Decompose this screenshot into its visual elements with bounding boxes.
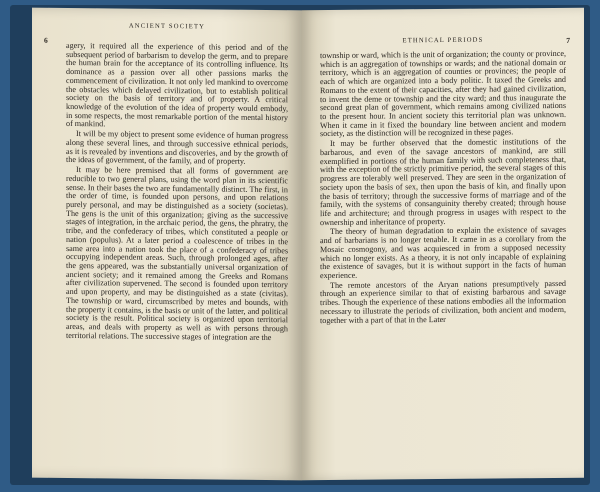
right-page <box>302 8 584 480</box>
paragraph: agery, it required all the experience of this period and of the subsequent period of barbarism to develop the germ, and to prepare the human brain for the acceptance of its controlling influence. Its dominance as a passion over all other passions marks the commencement of civilization. It not only led mankind to overcome the obstacles which delayed civilization, but to establish political society on the basis of territory and of property. A critical knowledge of the evolution of the idea of property would embody, in some respects, the most remarkable portion of the mental history of mankind. <box>66 40 288 129</box>
left-running-head: ANCIENT SOCIETY <box>128 22 206 31</box>
paragraph: township or ward, which is the unit of organization; the county or province, which is an aggregation of townships or wards; and the national domain or territory, which is an aggregation of counties or provinces; the people of each of which are organized into a body politic. It taxed the Greeks and Romans to the extent of their capacities, after they had gained civilization, to invent the deme or township and the city ward; and thus inaugurate the second great plan of government, which remains among civilized nations to the present hour. In ancient society this territorial plan was unknown. When it came in it fixed the boundary line between ancient and modern society, as the distinction will be recognized in these pages. <box>320 48 566 139</box>
left-page-number: 6 <box>44 35 48 45</box>
paragraph: The theory of human degradation to explain the existence of savages and of barbarians is no longer tenable. It came in as a corollary from the Mosaic cosmogony, and was acquiesced in from a supposed necessity which no longer exists. As a theory, it is not only incapable of explaining the existence of savages, but it is without support in the facts of human experience. <box>320 225 566 281</box>
open-book <box>10 5 590 485</box>
paragraph: It will be my object to present some evidence of human progress along these several lines, and through successive ethnical periods, as it is revealed by inventions and discoveries, and by the growth of the ideas of government, of the family, and of property. <box>66 129 288 167</box>
left-page-text <box>66 42 288 344</box>
right-page-number: 7 <box>566 35 570 45</box>
left-page <box>32 8 302 481</box>
paragraph: The remote ancestors of the Aryan nations presumptively passed through an experience similar to that of existing barbarous and savage tribes. Though the experience of these nations embodies all the information necessary to illustrate the periods of civilization, both ancient and modern, together with a part of that in the Later <box>320 278 566 325</box>
paragraph: It may be further observed that the domestic institutions of the barbarous, and even of the savage ancestors of mankind, are still exemplified in portions of the human family with such completeness that, with the exception of the strictly primitive period, the several stages of this progress are tolerably well preserved. They are seen in the organization of society upon the basis of sex, then upon the basis of kin, and finally upon the basis of territory; through the successive forms of marriage and of the family, with the systems of consanguinity thereby created; through house life and architecture; and through progress in usages with respect to the ownership and inheritance of property. <box>320 137 566 227</box>
right-page-text <box>320 50 566 326</box>
right-running-head: ETHNICAL PERIODS <box>402 36 484 45</box>
paragraph: It may be here premised that all forms of government are reducible to two general plans, using the word plan in its scientific sense. In their bases the two are fundamentally distinct. The first, in the order of time, is founded upon persons, and upon relations purely personal, and may be distinguished as a society (societas). The gens is the unit of this organization; giving as the successive stages of integration, in the archaic period, the gens, the phratry, the tribe, and the confederacy of tribes, which constituted a people or nation (populus). At a later period a coalescence of tribes in the same area into a nation took the place of a confederacy of tribes occupying independent areas. Such, through prolonged ages, after the gens appeared, was the substantially universal organization of ancient society; and it remained among the Greeks and Romans after civilization supervened. The second is founded upon territory and upon property, and may be distinguished as a state (civitas). The township or ward, circumscribed by metes and bounds, with the property it contains, is the basis or unit of the latter, and political society is the result. Political society is organized upon territorial areas, and deals with property as well as with persons through territorial relations. The successive stages of integration are the <box>66 165 288 342</box>
